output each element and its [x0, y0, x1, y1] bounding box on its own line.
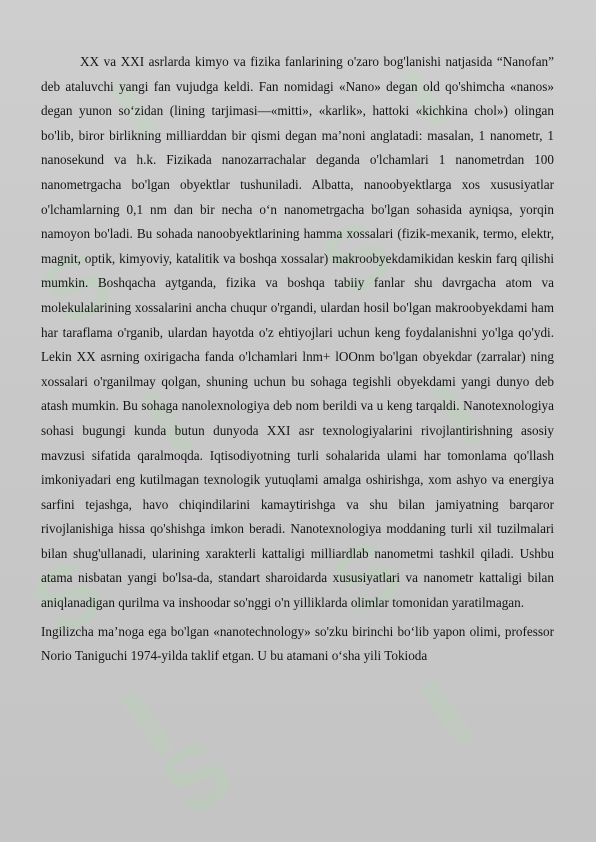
svg-text:S: S [314, 520, 421, 637]
svg-text:S: S [304, 200, 411, 317]
svg-text:S: S [144, 720, 251, 837]
paragraph-1: XX va XXI asrlarda kimyo va fizika fanlarining o'zaro bog'lanishi natjasida “Nanofan” deb ataluvchi yangi fan vujudga keldi. Fan nomidagi «Nano» degan old qo'shimcha «nanos» degan yunon so‘zidan (lining tarjimasi—«mitti», «karlik», hattoki «kichkina chol») olingan bo'lib, biror birlikning milliarddan bir qismi degan ma’noni anglatadi: masalan, 1 nanometr, 1 nanosekund va h.k. Fizikada nanozarrachalar deganda o'lchamlari 1 nanometrdan 100 nanometrgacha bo'lgan obyektlar tushuniladi. Albatta, nanoobyektlarga xos xususiyatlar o'lchamlarning 0,1 nm dan bir necha o‘n nanometrgacha bo'lgan sohasida ayniqsa, yorqin namoyon bo'ladi. Bu sohada nanoobyektlarining hamma xossalari (fizik-mexanik, termo, elektr, magnit, optik, kimyoviy, katalitik va boshqa xossalar) makroobyekdamikidan keskin farq qilishi mumkin. Boshqacha aytganda, fizika va boshqa tabiiy fanlar shu davrgacha atom va molekulalarining xossalarini ancha chuqur o'rgandi, ulardan hosil bo'lgan makroobyekdami ham har taraflama o'rganib, ulardan hayotda o'z ehtiyojlari uchun keng foydalanishni yo'lga qo'ydi. Lekin XX asrning oxirigacha fanda o'lchamlari lnm+ lOOnm bo'lgan obyekdar (zarralar) ning xossalari o'rganilmay qolgan, shuning uchun bu sohaga tegishli obyekdami yangi dunyo deb atash mumkin. Bu sohaga nanolexnologiya deb nom berildi va u keng tarqaldi. Nanotexnologiya sohasi bugungi kunda butun dunyoda XXI asr texnologiyalarini rivojlantirishning asosiy mavzusi sifatida qaralmoqda. Iqtisodiyotning turli sohalarida ulami har tomonlama qo'llash imkoniyadari eng kutilmagan texnologik yutuqlami amalga oshirishga, xom ashyo va energiya sarfini tejashga, havo chiqindilarini kamaytirishga va shu bilan jamiyatning barqaror rivojlanishiga hissa qo'shishga imkon beradi. Nanotexnologiya moddaning turli xil tuzilmalari bilan shug'ullanadi, ularining xarakterli kattaligi milliardlab nanometmi tashkil qiladi. Ushbu atama nisbatan yangi bo'lsa-da, standart sharoidarda xususiyatlari va nanometr kattaligi bilan aniqlanadigan qurilma va inshoodar so'nggi o'n yilliklarda olimlar tomonidan yaratilmagan. [41, 54, 554, 611]
svg-text:S: S [24, 230, 131, 347]
document-body [41, 50, 554, 669]
svg-text:S: S [14, 540, 121, 657]
paragraph-2: Ingilizcha ma’noga ega bo'lgan «nanotechnology» so'zku birinchi bo‘lib yapon olimi, professor Norio Taniguchi 1974-yilda taklif etgan. U bu atamani o‘sha yili Tokioda [41, 623, 554, 664]
